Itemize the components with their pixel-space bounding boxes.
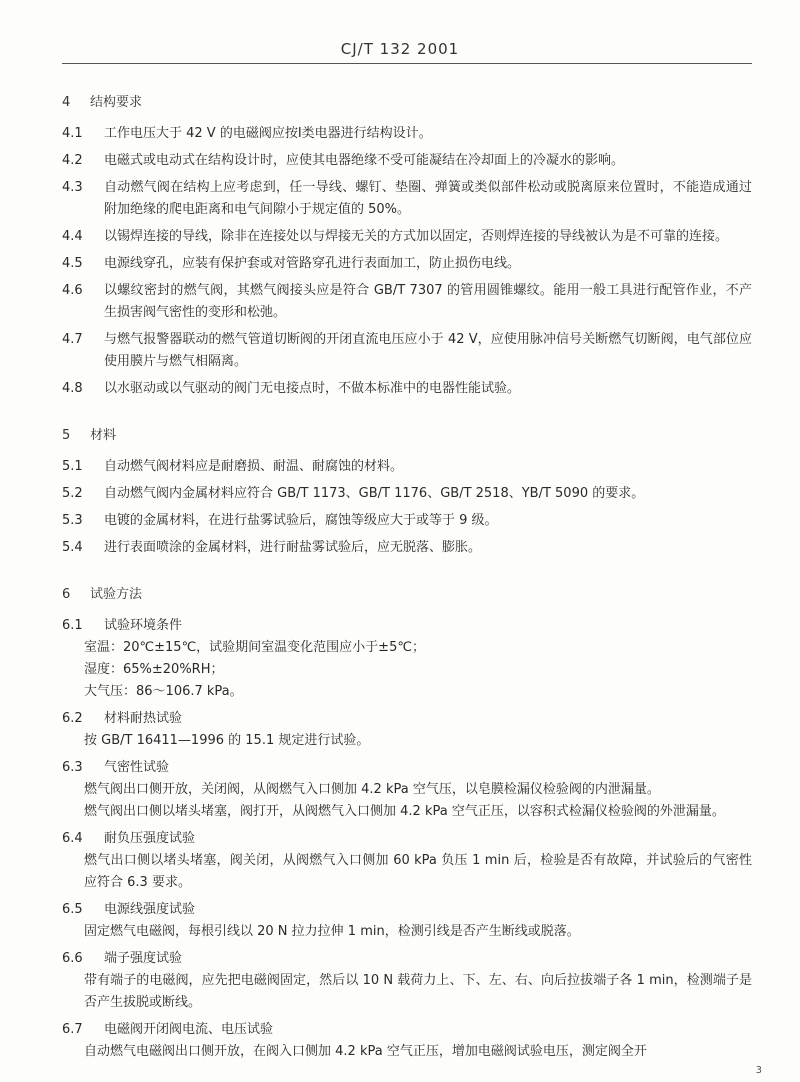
page-number: 3 xyxy=(755,1065,762,1076)
clause xyxy=(62,708,752,730)
clause-text: 材料耐热试验 xyxy=(104,711,183,726)
clause xyxy=(62,537,752,559)
clause-number: 6.6 xyxy=(62,951,83,966)
clause xyxy=(62,280,752,324)
clause-number: 5.3 xyxy=(62,513,83,528)
clause-number: 6.1 xyxy=(62,618,83,633)
clause-number: 6.2 xyxy=(62,711,83,726)
section-heading xyxy=(62,421,752,451)
clause-number: 4.2 xyxy=(62,153,83,168)
clause-text: 电源线穿孔，应装有保护套或对管路穿孔进行表面加工，防止损伤电线。 xyxy=(104,256,521,271)
clause-text: 电磁式或电动式在结构设计时，应使其电器绝缘不受可能凝结在冷却面上的冷凝水的影响。 xyxy=(104,153,625,168)
clause xyxy=(62,253,752,275)
clause xyxy=(62,177,752,221)
clause xyxy=(62,510,752,532)
clause-text: 以锡焊连接的导线，除非在连接处以与焊接无关的方式加以固定，否则焊连接的导线被认为是不可靠的连接。 xyxy=(104,229,729,244)
clause-number: 5.4 xyxy=(62,540,83,555)
clause-detail: 室温：20℃±15℃，试验期间室温变化范围应小于±5℃； xyxy=(84,640,425,655)
clause xyxy=(62,757,752,779)
section-number: 4 xyxy=(62,95,71,110)
section-heading xyxy=(62,580,752,610)
clause-detail: 燃气阀出口侧以堵头堵塞，阀打开，从阀燃气入口侧加 4.2 kPa 空气正压，以容积式检漏仪检验阀的外泄漏量。 xyxy=(84,804,725,819)
clause-text: 以螺纹密封的燃气阀，其燃气阀接头应是符合 GB/T 7307 的管用圆锥螺纹。能用一般工具进行配管作业，不产生损害阀气密性的变形和松弛。 xyxy=(104,283,752,320)
clause-number: 6.7 xyxy=(62,1022,83,1037)
clause-text: 自动燃气阀内金属材料应符合 GB/T 1173、GB/T 1176、GB/T 2518、YB/T 5090 的要求。 xyxy=(104,486,645,501)
clause-text: 与燃气报警器联动的燃气管道切断阀的开闭直流电压应小于 42 V，应使用脉冲信号关断燃气切断阀，电气部位应使用膜片与燃气相隔离。 xyxy=(104,332,752,369)
clause-number: 6.5 xyxy=(62,902,83,917)
clause-text: 耐负压强度试验 xyxy=(104,831,196,846)
clause-text: 端子强度试验 xyxy=(104,951,183,966)
clause-text: 自动燃气阀在结构上应考虑到，任一导线、螺钉、垫圈、弹簧或类似部件松动或脱离原来位置时，不能造成通过附加绝缘的爬电距离和电气间隙小于规定值的 50%。 xyxy=(104,180,752,217)
clause xyxy=(62,123,752,145)
section-title: 试验方法 xyxy=(90,587,143,602)
clause xyxy=(62,226,752,248)
clause xyxy=(62,329,752,373)
clause-detail: 燃气出口侧以堵头堵塞，阀关闭，从阀燃气入口侧加 60 kPa 负压 1 min 后，检验是否有故障，并试验后的气密性应符合 6.3 要求。 xyxy=(84,853,752,890)
section-heading xyxy=(62,88,752,118)
clause-detail: 带有端子的电磁阀，应先把电磁阀固定，然后以 10 N 载荷力上、下、左、右、向后拉拔端子各 1 min，检测端子是否产生拔脱或断线。 xyxy=(84,973,752,1010)
clause-detail: 固定燃气电磁阀，每根引线以 20 N 拉力拉伸 1 min，检测引线是否产生断线或脱落。 xyxy=(84,924,580,939)
clause xyxy=(62,378,752,400)
clause-number: 4.5 xyxy=(62,256,83,271)
clause-number: 4.7 xyxy=(62,332,83,347)
clause xyxy=(62,1019,752,1041)
standard-code: CJ/T 132 2001 xyxy=(340,40,460,58)
header-rule xyxy=(62,63,752,64)
clause-detail: 自动燃气电磁阀出口侧开放，在阀入口侧加 4.2 kPa 空气正压，增加电磁阀试验电压，测定阀全开 xyxy=(84,1044,647,1059)
clause xyxy=(62,615,752,637)
clause-text: 以水驱动或以气驱动的阀门无电接点时，不做本标准中的电器性能试验。 xyxy=(104,381,521,396)
clause-text: 工作电压大于 42 V 的电磁阀应按Ⅰ类电器进行结构设计。 xyxy=(104,126,432,141)
clause-number: 4.4 xyxy=(62,229,83,244)
clause xyxy=(62,828,752,850)
clause-number: 5.2 xyxy=(62,486,83,501)
clause-number: 4.8 xyxy=(62,381,83,396)
section-number: 6 xyxy=(62,587,71,602)
clause-text: 电磁阀开闭阀电流、电压试验 xyxy=(104,1022,274,1037)
document-body xyxy=(62,86,752,1082)
clause-number: 6.4 xyxy=(62,831,83,846)
clause-detail: 燃气阀出口侧开放，关闭阀，从阀燃气入口侧加 4.2 kPa 空气压，以皂膜检漏仪检验阀的内泄漏量。 xyxy=(84,782,660,797)
clause-number: 6.3 xyxy=(62,760,83,775)
clause-detail: 大气压：86～106.7 kPa。 xyxy=(84,684,243,699)
clause-text: 试验环境条件 xyxy=(104,618,183,633)
clause-number: 4.1 xyxy=(62,126,83,141)
clause-text: 气密性试验 xyxy=(104,760,170,775)
clause xyxy=(62,456,752,478)
section-title: 结构要求 xyxy=(90,95,143,110)
clause-text: 电镀的金属材料，在进行盐雾试验后，腐蚀等级应大于或等于 9 级。 xyxy=(104,513,498,528)
clause-text: 电源线强度试验 xyxy=(104,902,196,917)
clause-text: 自动燃气阀材料应是耐磨损、耐温、耐腐蚀的材料。 xyxy=(104,459,404,474)
clause-detail: 湿度：65%±20%RH； xyxy=(84,662,224,677)
clause-number: 5.1 xyxy=(62,459,83,474)
clause-text: 进行表面喷涂的金属材料，进行耐盐雾试验后，应无脱落、膨胀。 xyxy=(104,540,482,555)
clause-number: 4.3 xyxy=(62,180,83,195)
clause xyxy=(62,948,752,970)
section-title: 材料 xyxy=(90,428,117,443)
clause xyxy=(62,899,752,921)
clause xyxy=(62,483,752,505)
clause-number: 4.6 xyxy=(62,283,83,298)
clause xyxy=(62,150,752,172)
clause-detail: 按 GB/T 16411—1996 的 15.1 规定进行试验。 xyxy=(84,733,370,748)
section-number: 5 xyxy=(62,428,71,443)
